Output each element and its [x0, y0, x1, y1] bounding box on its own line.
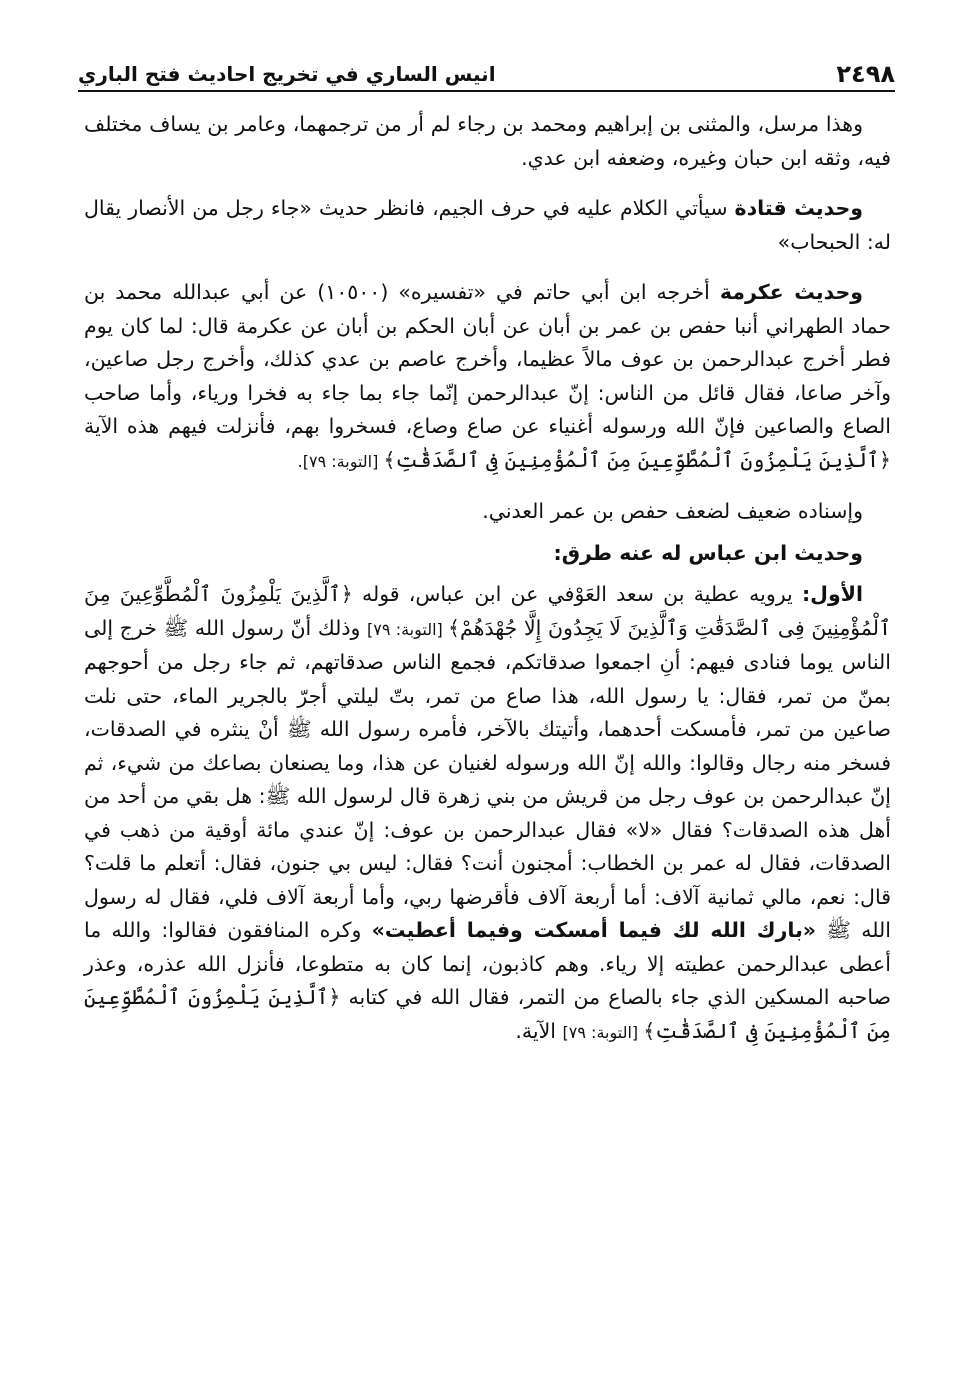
paragraph-text: وذلك أنّ رسول الله ﷺ خرج إلى الناس يوما فنادى فيهم: أنِ اجمعوا صدقاتكم، فجمع الناس صدقاتهم، ثم جاء رجل من أحوجهم بمنّ من تمر، فقال: يا رسول الله، هذا صاع من تمر، بتّ ليلتي أجرّ بالجرير الماء، حتى نلت صاعين من تمر، فأمسكت أحدهما، وأتيتك بالآخر، فأمره رسول الله ﷺ أنْ ينثره في الصدقات، فسخر منه رجال وقالوا: والله إنّ الله ورسوله لغنيان عن هذا، وما يصنعان بصاعك من شيء، ثم إنّ عبدالرحمن بن عوف رجل من قريش من بني زهرة قال لرسول الله ﷺ: هل بقي من أحد من أهل هذه الصدقات؟ فقال «لا» فقال عبدالرحمن بن عوف: إنّ عندي مائة أوقية من ذهب في الصدقات، فقال له عمر بن الخطاب: أمجنون أنت؟ فقال: ليس بي جنون، فقال: أتعلم ما قلت؟ قال: نعم، مالي ثمانية آلاف: أما أربعة آلاف فأقرضها ربي، وأما أربعة آلاف فلي، فقال له رسول الله ﷺ [84, 615, 891, 942]
paragraph-text: الآية. [515, 1018, 563, 1043]
quran-verse: ﴿ٱلَّذِينَ يَلْمِزُونَ ٱلْمُطَّوِّعِينَ مِنَ ٱلْمُؤْمِنِينَ فِى ٱلصَّدَقَٰتِ وَٱلَّذِينَ لَا يَجِدُونَ إِلَّا جُهْدَهُمْ﴾ [84, 582, 892, 640]
paragraph-first-route [84, 578, 891, 1049]
paragraph-lead: وحديث قتادة [734, 196, 863, 220]
book-title: انيس الساري في تخريج احاديث فتح الباري [78, 62, 496, 86]
prophetic-quote: «بارك الله لك فيما أمسكت وفيما أعطيت» [371, 918, 817, 942]
verse-reference: [التوبة: ٧٩]. [297, 451, 384, 471]
paragraph-isnad [84, 495, 891, 529]
quran-verse: ﴿ٱلَّذِينَ يَلْمِزُونَ ٱلْمُطَّوِّعِينَ مِنَ ٱلْمُؤْمِنِينَ فِى ٱلصَّدَقَٰتِ﴾ [84, 985, 891, 1043]
paragraph-text: سيأتي الكلام عليه في حرف الجيم، فانظر حديث «جاء رجل من الأنصار يقال له: الحبحاب» [84, 196, 891, 254]
paragraph-lead: وحديث عكرمة [719, 280, 863, 304]
verse-reference: [التوبة: ٧٩] [562, 1022, 644, 1042]
page-number: ٢٤٩٨ [836, 60, 895, 88]
paragraph-text: وإسناده ضعيف لضعف حفص بن عمر العدني. [482, 499, 863, 523]
section-heading-ibn-abbas [84, 537, 891, 571]
page-body [84, 108, 891, 1066]
verse-reference: [التوبة: ٧٩] [367, 619, 448, 639]
paragraph-ikrima [84, 276, 891, 478]
paragraph-text: وكره المنافقون فقالوا: والله ما أعطى عبدالرحمن عطيته إلا رياء. وهم كاذبون، إنما كان به متطوعا، فأنزل الله عذره، وعذر صاحبه المسكين الذي جاء بالصاع من التمر، فقال الله في كتابه [84, 918, 891, 1009]
section-heading-text: وحديث ابن عباس له عنه طرق: [553, 540, 863, 565]
paragraph-text: أخرجه ابن أبي حاتم في «تفسيره» (١٠٥٠٠) عن أبي عبدالله محمد بن حماد الطهراني أنبا حفص بن عمر بن أبان عن أبان الحكم بن أبان عن عكرمة قال: لما كان يوم فطر أخرج عبدالرحمن بن عوف مالاً عظيما، وأخرج عاصم بن عدي كذلك، وأخرج رجل صاعين، وآخر صاعا، فقال قائل من الناس: إنّ عبدالرحمن إنّما جاء بما جاء به فخرا ورياء، وأما صاحب الصاع والصاعين فإنّ الله ورسوله أغنياء عن صاع وصاع، فسخروا بهم، فأنزلت فيهم هذه الآية [84, 280, 891, 438]
paragraph-qatada [84, 192, 891, 259]
paragraph-text: وهذا مرسل، والمثنى بن إبراهيم ومحمد بن رجاء لم أر من ترجمهما، وعامر بن يساف مختلف فيه، وثقه ابن حبان وغيره، وضعفه ابن عدي. [84, 112, 891, 170]
paragraph-mursal [84, 108, 891, 175]
paragraph-lead: الأول: [801, 582, 863, 606]
paragraph-text: يرويه عطية بن سعد العَوْفي عن ابن عباس، قوله [352, 582, 802, 606]
quran-verse: ﴿ٱلَّذِينَ يَلْمِزُونَ ٱلْمُطَّوِّعِينَ مِنَ ٱلْمُؤْمِنِينَ فِى ٱلصَّدَقَٰتِ﴾ [383, 447, 891, 472]
page-header [78, 50, 895, 92]
